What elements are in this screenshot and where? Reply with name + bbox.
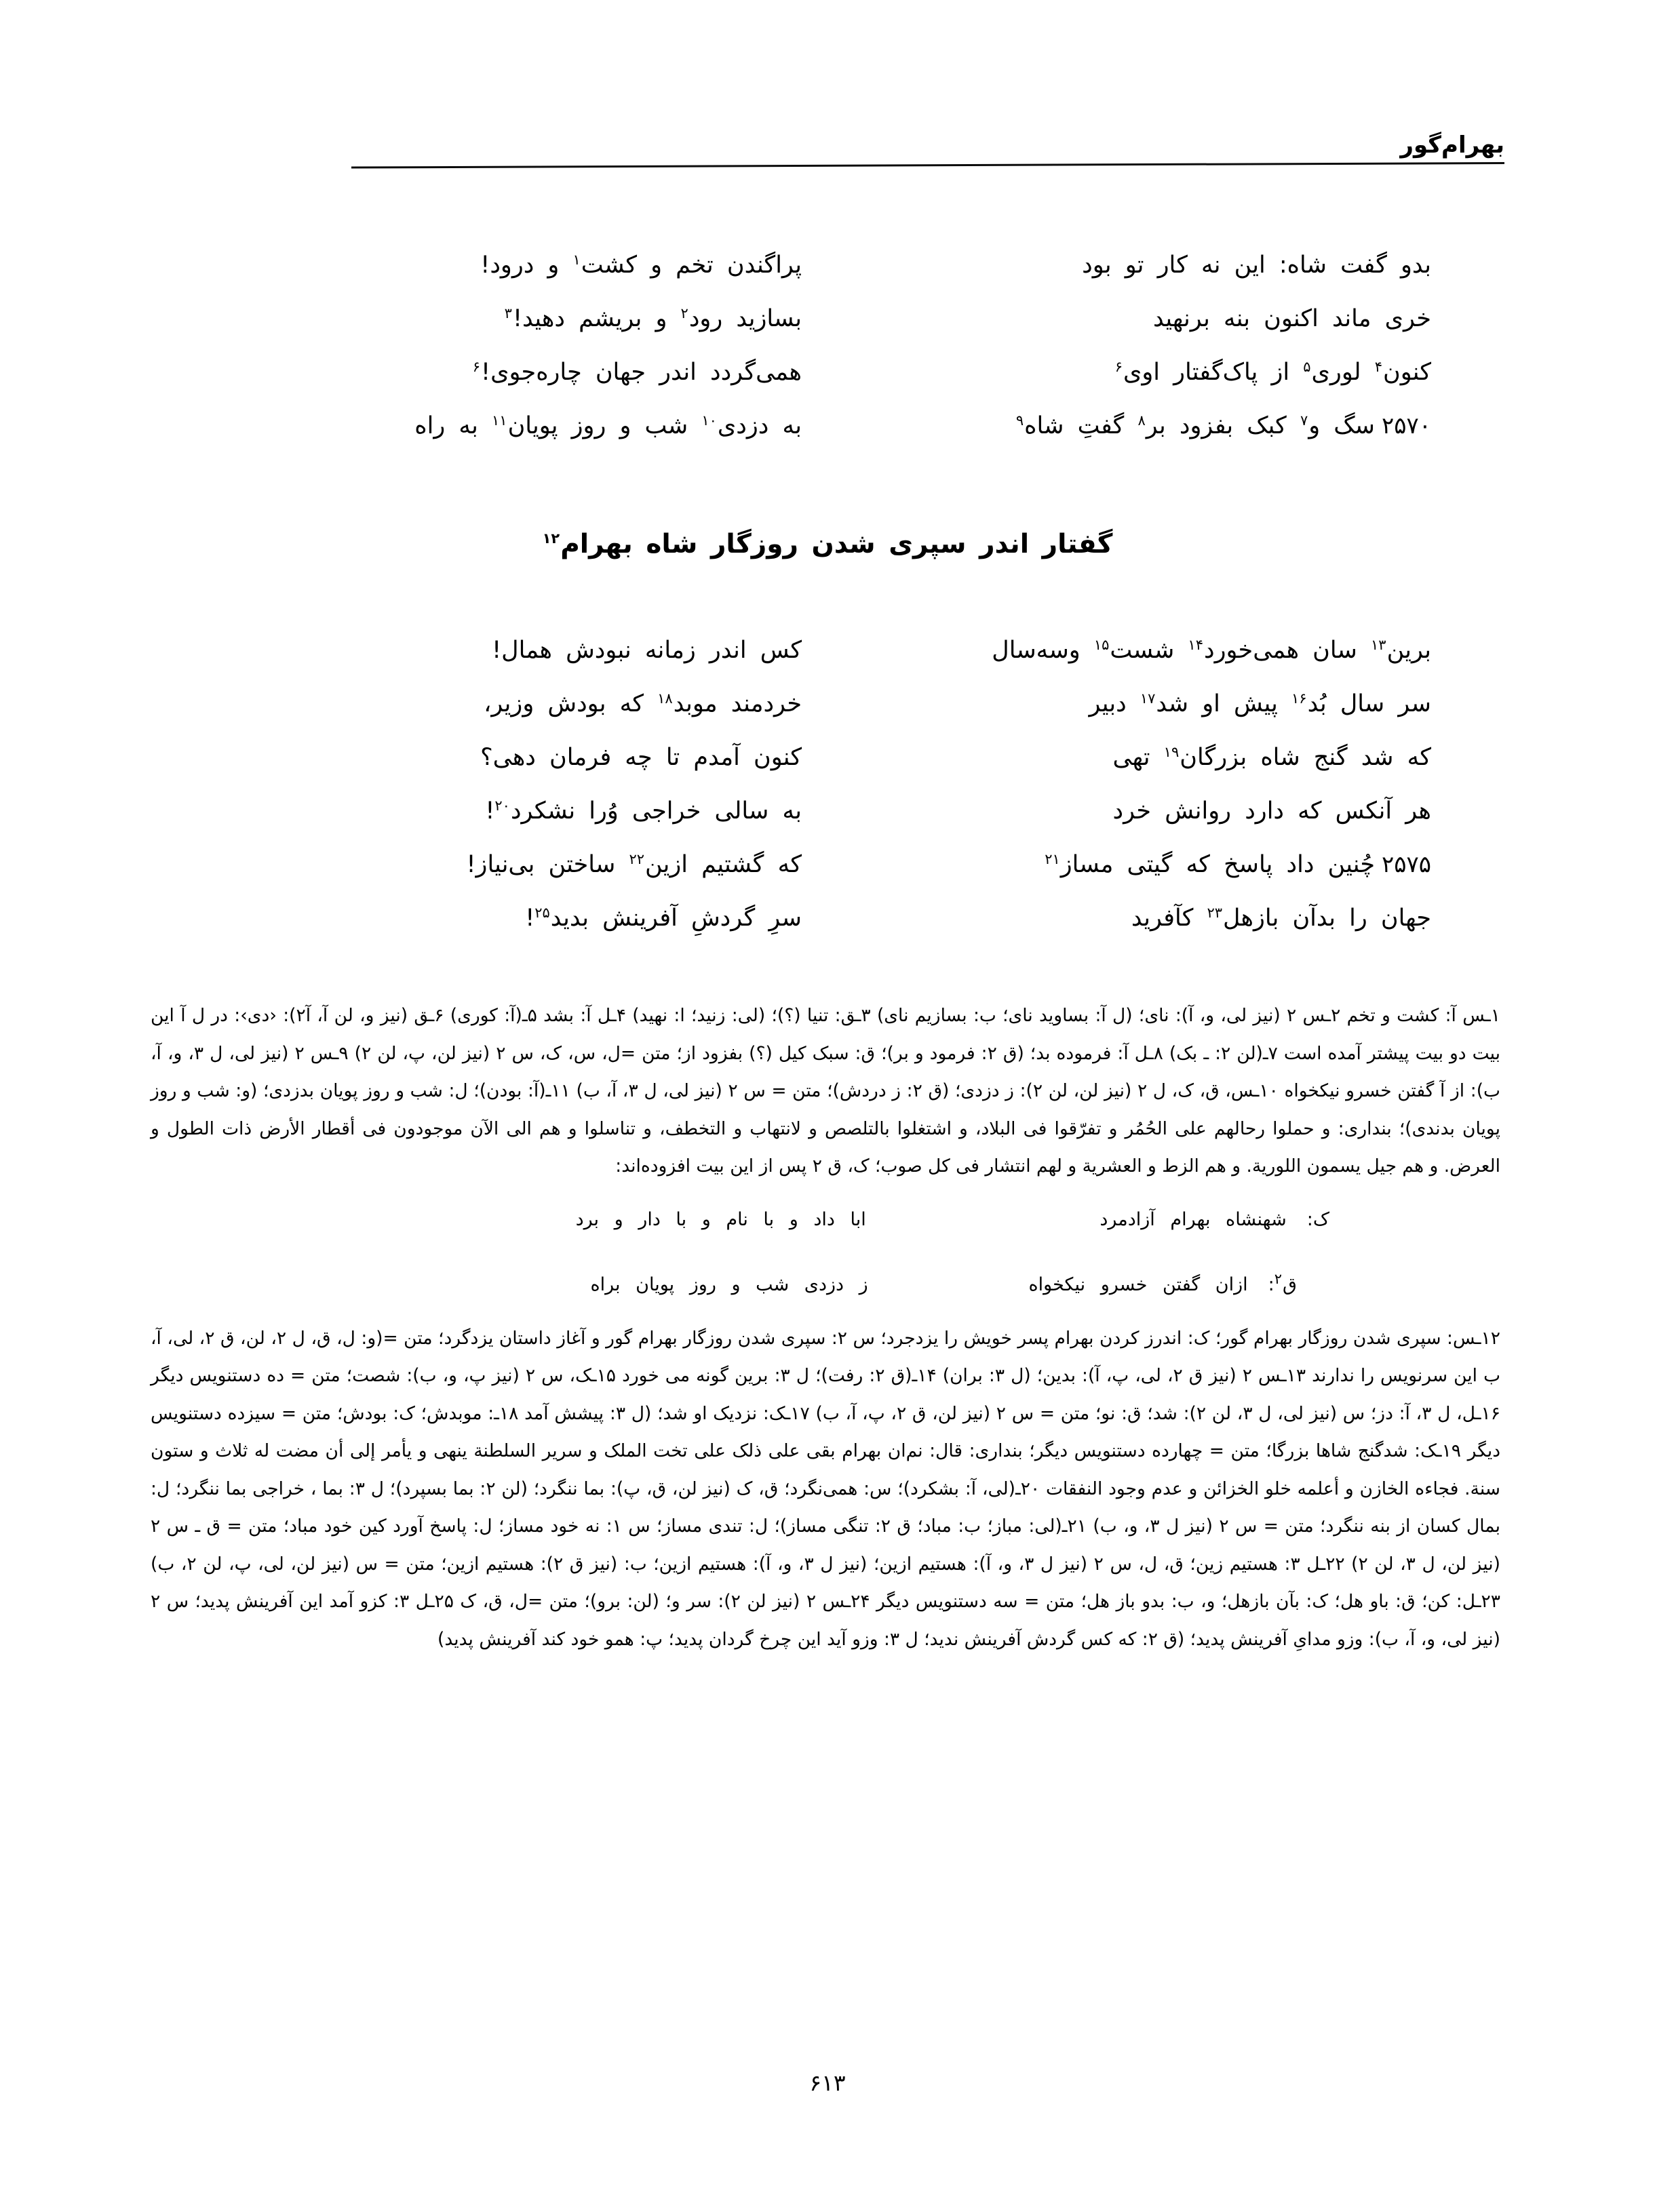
apparatus-paragraph-1: ۱ـس آ: کشت و تخم ۲ـس ۲ (نیز لی، و، آ): نای؛ (ل آ: بساوید نای؛ ب: بسازیم نای) ۳ـق: تنیا (؟)؛ (لی: زنید؛ ا: نهید) ۴ـل آ: بشد ۵ـ(آ: کوری) ۶ـق (نیز و، لن آ، آ۲): ‹دی›: در ل آ این بیت دو بیت پیشتر آمده است ۷ـ(لن ۲: ـ بک) ۸ـل آ: فرموده بد؛ (ق ۲: فرمود و بر)؛ ق: سبک کیل (؟) بفزود از؛ متن =ل، س، ک، س ۲ (نیز لن، پ، لن ۲) ۹ـس ۲ (نیز لی، ل ۳، و، آ، ب): از آ گفتن خسرو نیکخواه ۱۰ـس، ق، ک، ل ۲ (نیز لن، لن ۲): ز دزدی؛ (ق ۲: ز دردش)؛ متن = س ۲ (نیز لی، ل ۳، آ، ب) ۱۱ـ(آ: بودن)؛ ل: شب و روز پویان بدزدی؛ (و: شب و روز پویان بدندی)؛ بنداری: و حملوا رحالهم علی الحُمُر و تفرّقوا فی البلاد، و اشتغلوا بالتلصص و لانتهاب و التخطف، و تناسلوا و هم الی الآن موجودون فی أقطار الأرض ذات الطول و العرض. و هم جیل یسمون اللوریة. و هم الزط و العشریة و لهم انتشار فی کل صوب؛ ک، ق ۲ پس از این بیت افزوده‌اند: — [151, 1005, 1501, 1177]
hemistich-left: به سالی خراجی وُرا نشکرد$^{۲۰}$! — [485, 797, 802, 825]
footnote-marker: ۱ — [572, 251, 581, 268]
critical-apparatus — [151, 997, 1500, 1658]
hemistich-left: همی‌گردد اندر جهان چاره‌جوی!$^۶$ — [472, 358, 802, 387]
footnote-marker: ۲۲ — [629, 850, 644, 867]
variant-couplet-q — [151, 1264, 1500, 1306]
footnote-marker: ۱۷ — [1140, 690, 1156, 707]
variant-hemistich-left: ابا داد و با نام و با دار و برد — [575, 1208, 866, 1230]
header-rule — [351, 162, 1504, 169]
footnote-marker: ۱۴ — [1188, 636, 1203, 653]
hemistich-left: به دزدی$^{۱۰}$ شب و روز پویان$^{۱۱}$ به راه — [414, 412, 802, 440]
footnote-marker: ۸ — [1137, 412, 1146, 429]
couplet-row — [224, 731, 1431, 785]
couplet-row — [224, 677, 1431, 731]
verse-block-second — [224, 624, 1431, 945]
footnote-marker: ۲۱ — [1045, 850, 1060, 867]
section-heading-text: گفتار اندر سپری شدن روزگار شاه بهرام — [560, 529, 1113, 559]
couplet-row — [224, 892, 1431, 945]
hemistich-right: هر آنکس که دارد روانش خرد — [1112, 797, 1431, 825]
hemistich-right: سر سال بُد$^{۱۶}$ پیش او شد$^{۱۷}$ دبیر — [1089, 690, 1431, 718]
sigil-q: ق$^۲$: — [1268, 1270, 1297, 1295]
footnote-marker: ۲ — [680, 304, 688, 321]
couplet-row — [224, 399, 1431, 453]
hemistich-left: خردمند موبد$^{۱۸}$ که بودش وزیر، — [484, 690, 802, 718]
spacer — [151, 1306, 1500, 1320]
footnote-marker: ۱۶ — [1291, 690, 1307, 707]
couplet-row — [224, 346, 1431, 399]
variant-couplet-k — [151, 1199, 1500, 1241]
spacer — [151, 1185, 1500, 1199]
hemistich-right: بدو گفت شاه: این نه کار تو بود — [1082, 252, 1431, 279]
verse-block-first — [224, 239, 1431, 453]
hemistich-right: برین$^{۱۳}$ سان همی‌خورد$^{۱۴}$ شست$^{۱۵}$ وسه‌سال — [992, 636, 1431, 665]
couplet-row — [224, 292, 1431, 346]
footnote-marker: ۱۹ — [1163, 743, 1180, 760]
hemistich-left: کنون آمدم تا چه فرمان دهی؟ — [480, 744, 802, 772]
footnote-marker: ۳ — [504, 304, 512, 321]
footnote-marker: ۵ — [1303, 358, 1311, 375]
footnote-marker: ۲۵ — [534, 904, 550, 921]
couplet-row — [224, 624, 1431, 677]
couplet-row — [224, 838, 1431, 892]
variant-hemistich-right: ازان گفتن خسرو نیکخواه — [1028, 1273, 1248, 1295]
hemistich-right: خری ماند اکنون بنه برنهید — [1152, 305, 1431, 333]
hemistich-right: ۲۵۷۰سگ و$^۷$ کبک بفزود بر$^۸$ گفتِ شاه$^۹$ — [1015, 412, 1431, 440]
couplet-row — [224, 239, 1431, 292]
hemistich-left: کس اندر زمانه نبودش همال! — [492, 637, 802, 665]
hemistich-left: که گشتیم ازین$^{۲۲}$ ساختن بی‌نیاز! — [466, 850, 802, 879]
hemistich-right: که شد گنج شاه بزرگان$^{۱۹}$ تهی — [1112, 743, 1431, 772]
footnote-marker: ۲۳ — [1207, 904, 1223, 921]
footnote-marker: ۷ — [1300, 412, 1308, 429]
footnote-marker: ۲۰ — [494, 797, 510, 814]
verse-number: ۲۵۷۵ — [1381, 851, 1431, 879]
variant-hemistich-left: ز دزدی شب و روز پویان براه — [590, 1273, 868, 1295]
footnote-marker: ۶ — [472, 358, 481, 375]
running-head-title: بهرام‌گور — [1400, 132, 1504, 159]
footnote-marker: ۱۰ — [701, 412, 717, 429]
footnote-marker: ۲ — [1274, 1270, 1283, 1287]
section-heading — [0, 529, 1655, 559]
hemistich-right: ۲۵۷۵چُنین داد پاسخ که گیتی مساز$^{۲۱}$ — [1045, 850, 1431, 879]
variant-hemistich-right: شهنشاه بهرام آزادمرد — [1099, 1208, 1287, 1230]
sigil-k: ک: — [1306, 1208, 1329, 1230]
apparatus-paragraph-2: ۱۲ـس: سپری شدن روزگار بهرام گور؛ ک: اندرز کردن بهرام پسر خویش را یزدجرد؛ س ۲: سپری شدن روزگار بهرام گور و آغاز داستان یزدگرد؛ متن =(و: ل، ق، ل ۲، لن، ق ۲، لی، آ، ب این سرنویس را ندارند ۱۳ـس ۲ (نیز ق ۲، لی، پ، آ): بدین؛ (ل ۳: بران) ۱۴ـ(ق ۲: رفت)؛ ل ۳: برین گونه می خورد ۱۵ـک، س ۲ (نیز پ، و، ب): شصت؛ متن = ده دستنویس دیگر ۱۶ـل، ل ۳، آ: دز؛ س (نیز لی، ل ۳، لن ۲): شد؛ ق: نو؛ متن = س ۲ (نیز لن، ق ۲، پ، آ، ب) ۱۷ـک: نزدیک او شد؛ (ل ۳: پیشش آمد ۱۸ـ: موبدش؛ ک: بودش؛ متن = سیزده دستنویس دیگر ۱۹ـک: شدگنج شاها بزرگا؛ متن = چهارده دستنویس دیگر؛ بنداری: قال: نم‌ان بهرام بقی علی ذلک علی تخت الملک و سریر السلطنة ینهی و یأمر إلی أن مضت له ثلاث و ستون سنة. فجاءه الخازن و أعلمه خلو الخزائن و عدم وجود النفقات ۲۰ـ(لی، آ: بشکرد)؛ س: همی‌نگرد؛ ق، ک (نیز لن، ق، پ): بما ننگرد؛ (لن ۲: بما بسپرد)؛ ل ۳: بما ، خراجی بما ننگرد؛ ل: بمال کسان از بنه ننگرد؛ متن = س ۲ (نیز ل ۳، و، ب) ۲۱ـ(لی: مباز؛ ب: مباد؛ ق ۲: تنگی مساز)؛ ل: تندی مساز؛ س ۱: نه خود مساز؛ ل: پاسخ آورد کین خود مباد؛ متن = ق ـ س ۲ (نیز لن، ل ۳، لن ۲) ۲۲ـل ۳: هستیم زین؛ ق، ل، س ۲ (نیز ل ۳، و، آ): هستیم ازین؛ (نیز ل ۳، و، آ): هستیم ازین؛ ب: (نیز ق ۲): هستیم ازین؛ متن = س (نیز لن، لی، پ، لن ۲، ب) ۲۳ـل: کن؛ ق: باو هل؛ ک: بآن بازهل؛ و، ب: بدو باز هل؛ متن = سه دستنویس دیگر ۲۴ـس ۲ (نیز لن ۲): سر و؛ (لن: برو)؛ متن =ل، ق، ک ۲۵ـل ۳: کزو آمد این آفرینش پدید؛ س ۲ (نیز لی، و، آ، ب): وزو مدایِ آفرینش پدید؛ (ق ۲: که کس گردش آفرینش ندید؛ ل ۳: وزو آید این چرخ گردان پدید؛ پ: همو خود کند آفرینش پدید) — [151, 1327, 1501, 1650]
footnote-marker: ۱۳ — [1371, 636, 1386, 653]
hemistich-left: بسازید رود$^۲$ و بریشم دهید!$^۳$ — [504, 304, 802, 333]
footnote-marker: ۹ — [1015, 412, 1024, 429]
hemistich-right: کنون$^۴$ لوری$^۵$ از پاک‌گفتار اوی$^۶$ — [1114, 358, 1431, 387]
page-number: ۶۱۳ — [809, 2070, 846, 2096]
footnote-marker: ۶ — [1114, 358, 1123, 375]
footnote-marker: ۱۲ — [542, 530, 560, 547]
spacer — [151, 1241, 1500, 1264]
hemistich-left: سرِ گردشِ آفرینش بدید$^{۲۵}$! — [525, 904, 802, 932]
footnote-marker: ۱۸ — [657, 690, 673, 707]
footnote-marker: ۱۱ — [492, 412, 507, 429]
running-head-area — [151, 133, 1504, 164]
footnote-marker: ۱۵ — [1093, 636, 1110, 653]
hemistich-left: پراگندن تخم و کشت$^۱$ و درود! — [480, 251, 802, 279]
hemistich-right: جهان را بدآن بازهل$^{۲۳}$ کآفرید — [1131, 904, 1431, 932]
footnote-marker: ۴ — [1374, 358, 1382, 375]
verse-number: ۲۵۷۰ — [1381, 412, 1431, 440]
couplet-row — [224, 785, 1431, 838]
